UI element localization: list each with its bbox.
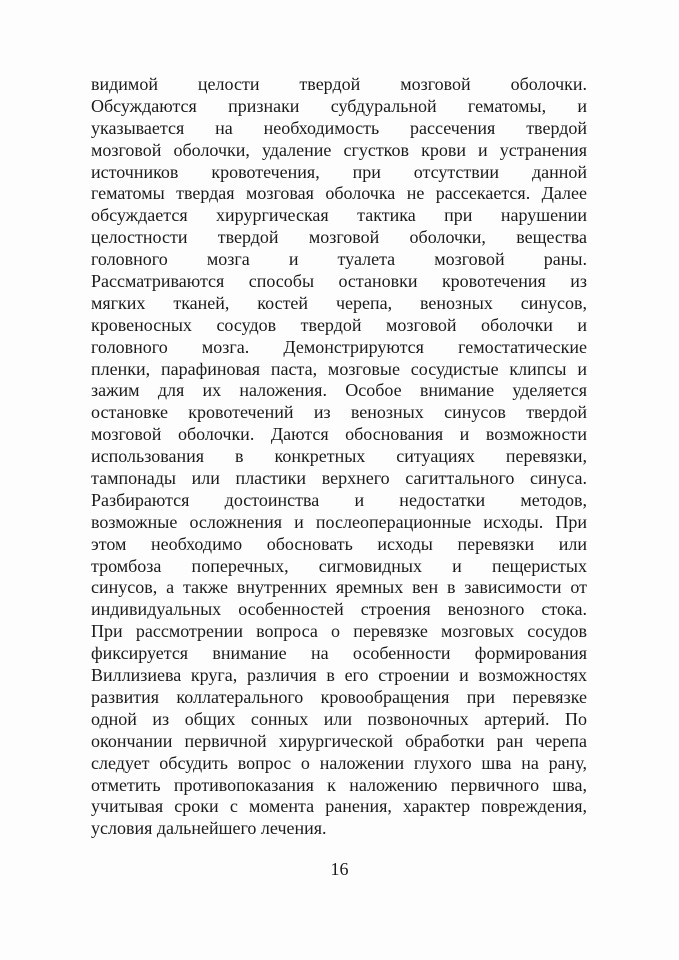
text-line: учитывая сроки с момента ранения, характер повреждения, [91,796,587,817]
text-line: тампонады или пластики верхнего сагиттального синуса. [91,468,587,489]
text-line: Разбираются достоинства и недостатки методов, [91,489,587,510]
text-line: целостности твердой мозговой оболочки, вещества [91,227,587,248]
text-line: окончании первичной хирургической обработки ран черепа [91,730,587,751]
text-line: тромбоза поперечных, сигмовидных и пещеристых [91,555,587,576]
text-line: обсуждается хирургическая тактика при нарушении [91,205,587,226]
text-line: развития коллатерального кровообращения при перевязке [91,686,587,707]
text-line: мозговой оболочки. Даются обоснования и возможности [91,424,587,445]
text-line: отметить противопоказания к наложению первичного шва, [91,774,587,795]
text-line: Обсуждаются признаки субдуральной гематомы, и [91,95,587,116]
text-line: зажим для их наложения. Особое внимание уделяется [91,380,587,401]
text-line: следует обсудить вопрос о наложении глухого шва на рану, [91,752,587,773]
text-line: использования в конкретных ситуациях перевязки, [91,446,587,467]
text-line: пленки, парафиновая паста, мозговые сосудистые клипсы и [91,358,587,379]
text-line: индивидуальных особенностей строения венозного стока. [91,599,587,620]
text-line: остановке кровотечений из венозных синусов твердой [91,402,587,423]
text-line: указывается на необходимость рассечения твердой [91,117,587,138]
text-line: этом необходимо обосновать исходы перевязки или [91,533,587,554]
text-line-last: условия дальнейшего лечения. [91,818,327,839]
text-line: источников кровотечения, при отсутствии данной [91,161,587,182]
text-line: головного мозга. Демонстрируются гемостатические [91,336,587,357]
text-line: При рассмотрении вопроса о перевязке мозговых сосудов [91,621,587,642]
text-line: мозговой оболочки, удаление сгустков крови и устранения [91,139,587,160]
body-text [91,74,587,840]
text-line: видимой целости твердой мозговой оболочки. [91,74,587,94]
text-line: фиксируется внимание на особенности формирования [91,643,587,664]
text-line: гематомы твердая мозговая оболочка не рассекается. Далее [91,183,587,204]
text-line: одной из общих сонных или позвоночных артерий. По [91,708,587,729]
text-line: возможные осложнения и послеоперационные исходы. При [91,511,587,532]
page-number: 16 [330,859,349,879]
text-line: Виллизиева круга, различия в его строении и возможностях [91,665,587,686]
text-line: мягких тканей, костей черепа, венозных синусов, [91,292,587,313]
text-line: кровеносных сосудов твердой мозговой оболочки и [91,314,587,335]
text-line: Рассматриваются способы остановки кровотечения из [91,271,587,292]
text-line: синусов, а также внутренних яремных вен в зависимости от [91,577,587,598]
text-line: головного мозга и туалета мозговой раны. [91,249,587,270]
